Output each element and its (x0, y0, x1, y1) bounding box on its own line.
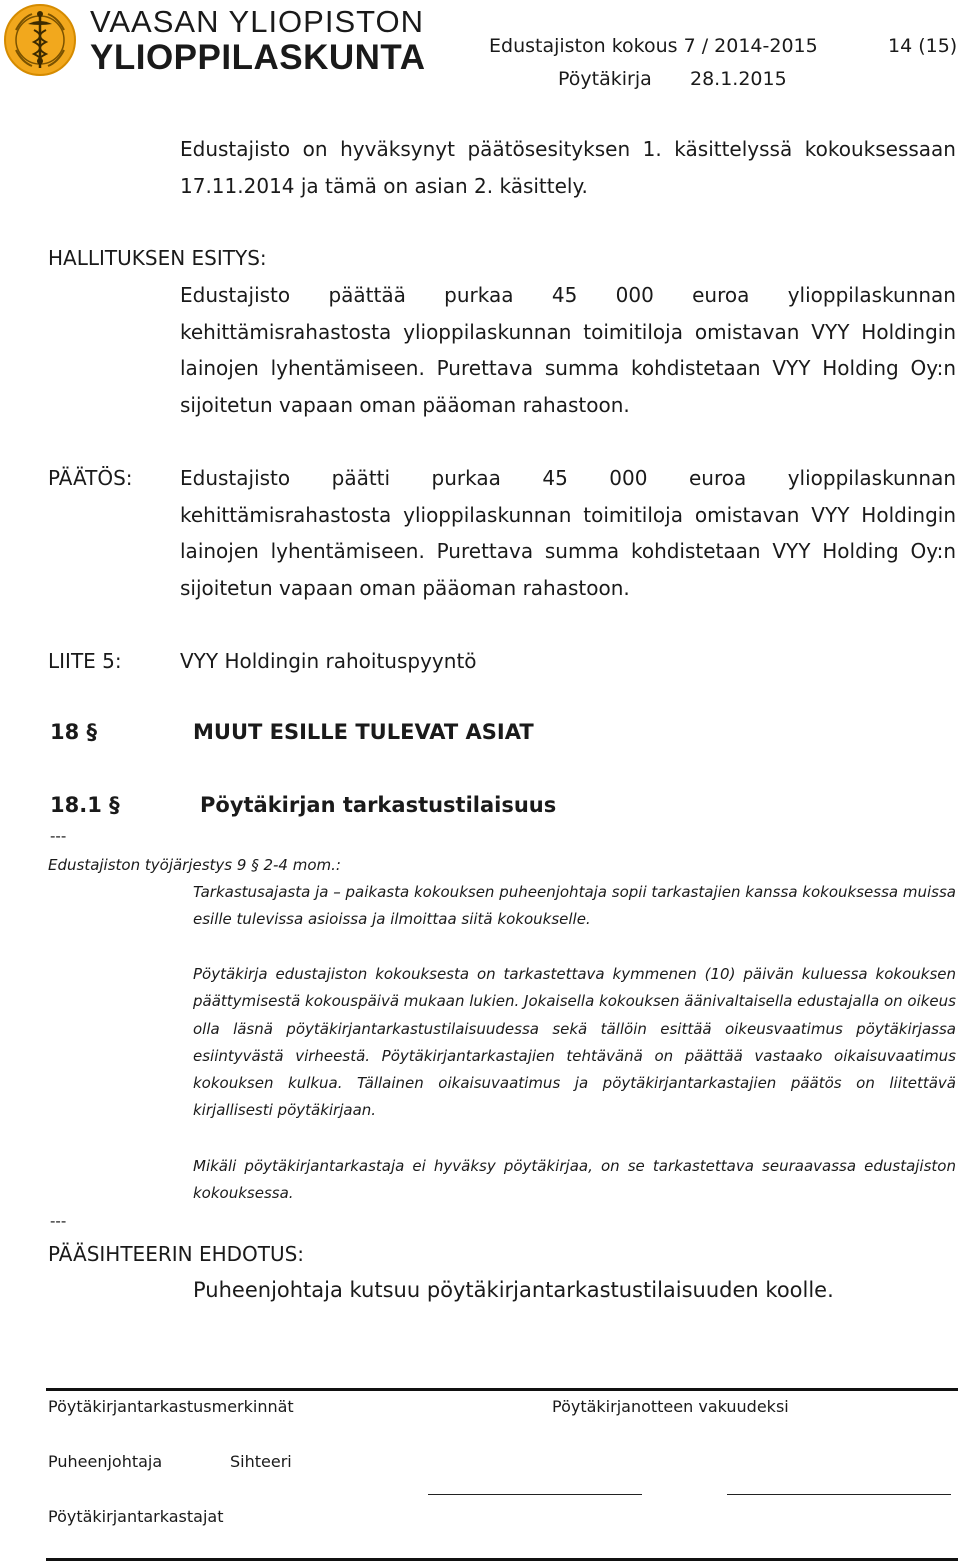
section-18-1-title: Pöytäkirjan tarkastustilaisuus (200, 793, 557, 817)
decision-text: Edustajisto päätti purkaa 45 000 euroa ylioppilaskunnan kehittämisrahastosta ylioppilaskunnan toimitiloja omistavan VYY Holdingin lainojen lyhentämiseen. Purettava summa kohdistetaan VYY Holding Oy:n sijoitetun vapaan oman pääoman rahastoon. (180, 466, 956, 600)
board-proposal-text: Edustajisto päättää purkaa 45 000 euroa ylioppilaskunnan kehittämisrahastosta ylioppilaskunnan toimitiloja omistavan VYY Holdingin lainojen lyhentämiseen. Purettava summa kohdistetaan VYY Holding Oy:n sijoitetun vapaan oman pääoman rahastoon. (180, 283, 956, 417)
document-date: 28.1.2015 (690, 68, 787, 90)
rules-paragraph-3: Mikäli pöytäkirjantarkastaja ei hyväksy pöytäkirjaa, on se tarkastettava seuraavassa edustajiston kokouksessa. (193, 1157, 956, 1203)
page-number: 14 (15) (888, 35, 958, 57)
rules-paragraph-1: Tarkastusajasta ja – paikasta kokouksen puheenjohtaja sopii tarkastajien kanssa kokouksessa muissa esille tulevissa asioissa ja ilmoittaa siitä kokoukselle. (193, 883, 956, 929)
signature-line-1 (428, 1494, 642, 1495)
separator-top: --- (50, 827, 67, 845)
separator-bottom: --- (50, 1212, 67, 1230)
section-18-1-number: 18.1 § (50, 793, 120, 817)
footer-reviewers: Pöytäkirjantarkastajat (48, 1507, 224, 1526)
rules-source: Edustajiston työjärjestys 9 § 2-4 mom.: (48, 856, 341, 874)
section-18-number: 18 § (50, 720, 98, 744)
secretary-proposal-text: Puheenjohtaja kutsuu pöytäkirjantarkastustilaisuuden koolle. (193, 1278, 834, 1302)
signature-line-2 (727, 1494, 951, 1495)
organization-name-line1: VAASAN YLIOPISTON (90, 4, 425, 39)
attachment-link[interactable]: VYY Holdingin rahoituspyyntö (180, 649, 477, 673)
footer-secretary: Sihteeri (230, 1452, 292, 1471)
attachment-label: LIITE 5: (48, 649, 122, 673)
footer-chair: Puheenjohtaja (48, 1452, 163, 1471)
document-type: Pöytäkirja (558, 68, 652, 90)
organization-name-line2: YLIOPPILASKUNTA (90, 38, 426, 77)
footer-extract-certification: Pöytäkirjanotteen vakuudeksi (552, 1397, 789, 1416)
footer-review-marks: Pöytäkirjantarkastusmerkinnät (48, 1397, 294, 1416)
footer-bottom-rule (46, 1558, 958, 1561)
caduceus-seal-icon (2, 0, 78, 84)
intro-text: Edustajisto on hyväksynyt päätösesityksen 1. käsittelyssä kokouksessaan 17.11.2014 ja tämä on asian 2. käsittely. (180, 137, 956, 198)
footer-top-rule (46, 1388, 958, 1391)
board-proposal-label: HALLITUKSEN ESITYS: (48, 246, 267, 270)
decision-label: PÄÄTÖS: (48, 466, 133, 490)
organization-logo (2, 0, 78, 84)
section-18-title: MUUT ESILLE TULEVAT ASIAT (193, 720, 534, 744)
meeting-title: Edustajiston kokous 7 / 2014-2015 (489, 35, 818, 57)
secretary-proposal-label: PÄÄSIHTEERIN EHDOTUS: (48, 1242, 305, 1266)
rules-paragraph-2: Pöytäkirja edustajiston kokouksesta on tarkastettava kymmenen (10) päivän kuluessa kokouksen päättymisestä kokouspäivä mukaan lukien. Jokaisella kokouksen äänivaltaisella edustajalla on oikeus olla läsnä pöytäkirjantarkastustilaisuudessa sekä tällöin esittää oikeusvaatimus pöytäkirjassa esiintyvästä virheestä. Pöytäkirjantarkastajien tehtävänä on päättää vastaako oikaisuvaatimus kokouksen kulkua. Tällainen oikaisuvaatimus ja pöytäkirjantarkastajien päätös on liitettävä kirjallisesti pöytäkirjaan. (193, 965, 956, 1120)
